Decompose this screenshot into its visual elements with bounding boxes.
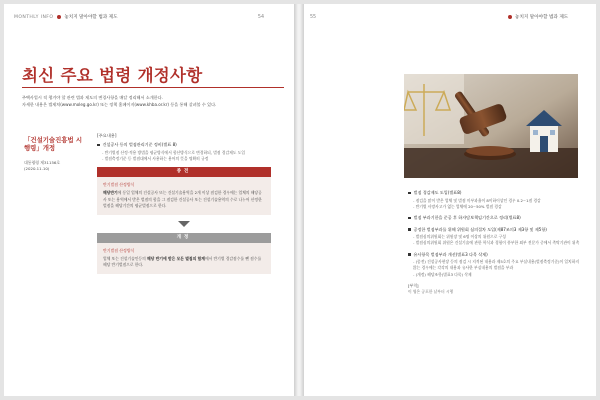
note-label: [부칙] [408, 283, 419, 289]
list-item-heading-text: 공정한 벌점부과를 위해 위원회 심의절차 도입(제87조의3 제3항 및 제5항) [413, 226, 547, 232]
page-number: 54 [257, 15, 264, 20]
list-item-heading [408, 252, 580, 259]
bullet-dot-icon [508, 15, 512, 19]
law-title: 「건설기술진흥법 시행령」개정 [24, 136, 83, 152]
running-head-subtitle: 놓치지 말아야할 법과 제도 [64, 15, 118, 20]
list-item-heading [408, 227, 580, 234]
square-bullet-icon [97, 144, 100, 147]
arrow-down-icon [178, 221, 190, 227]
bullet-dot-icon [57, 15, 61, 19]
list-subitem: - 벌점심의위원회 위원은 건설기술에 관한 학식과 경험이 풍부한 외부 전문가 중에서 촉탁기관이 위촉 [413, 240, 580, 246]
sub-list [413, 198, 580, 211]
gavel-house-image [404, 74, 578, 178]
main-bullet-text: 건설공사 등의 벌점관리기준 정비(별표 8) [102, 142, 177, 147]
changes-list [408, 190, 580, 295]
list-item [408, 252, 580, 278]
square-bullet-icon [408, 217, 411, 220]
page-number: 55 [310, 15, 317, 20]
list-item [408, 215, 580, 222]
after-box-pre: 업체 또는 건설기술인등의 [103, 255, 147, 261]
left-page [4, 4, 294, 396]
running-head-subtitle: 놓치지 말아야할 법과 제도 [515, 15, 569, 20]
before-box [97, 167, 271, 215]
list-item [408, 190, 580, 210]
after-box [97, 233, 271, 274]
list-subitem: - (개정) 해당조항(별표3 다목) 삭제 [413, 272, 580, 278]
list-item: - 벌점측정기준 등 벌점대에서 사용하는 용어의 뜻을 명확히 규정 [102, 156, 271, 162]
decree-number: 대통령령 제31156호 [24, 160, 61, 165]
list-item-heading [408, 215, 580, 222]
list-item: - 반기별점 산정·적용 방법을 평균방식에서 합산방식으로 변경하되, 벌점 경감제도 도입 [102, 150, 271, 156]
after-box-bold: 해당 반기에 받은 모든 벌점의 합계 [146, 255, 205, 261]
running-head [14, 14, 118, 20]
intro-line: 주택사업시 적 챙겨야 할 관련 법과 제도의 변경사항을 매달 정리해서 소개한다. [22, 95, 163, 100]
before-box-header: 종전 [97, 167, 271, 177]
list-subitem: - (종전) 건설공사현장 등의 점검 시 지적된 내용과 제5호의 주요 부실내용(벌점측정기준)이 일치하지 않는 경우에는 각각의 내용과 유사한 부실내용의 벌점을 부과 [413, 259, 580, 272]
page-title: 최신 주요 법령 개정사항 [22, 66, 203, 85]
before-box-rest: 에 동일 업체의 건설공사 또는 건설기술용역을 2개 이상 점검한 경우에는 업체의 해당공사 또는 용역에서 받은 벌점의 합을 그 점검한 건설공사 또는 건설기술용역의 수로 나누어 산정한 벌점을 해당기간의 평균벌점으로 한다. [103, 190, 262, 209]
sub-list [102, 150, 271, 163]
after-box-header: 개정 [97, 233, 271, 243]
square-bullet-icon [408, 192, 411, 195]
gavel-house-photo [404, 74, 578, 178]
running-head [504, 14, 568, 20]
title-divider [22, 87, 284, 88]
law-meta [24, 160, 86, 172]
list-item-heading [408, 190, 580, 197]
content-tag: [주요내용] [97, 133, 117, 138]
after-box-body [97, 243, 271, 274]
list-subitem: - 점검을 많이 받은 업체 및 벌점 미부과율이 8이하이상인 경우 0.2~1점 경감 [413, 198, 580, 204]
before-box-text [103, 190, 265, 210]
main-bullet [97, 142, 271, 149]
intro-text [22, 94, 282, 108]
main-content [97, 133, 271, 274]
list-item-heading-text: 벌점 경감제도 도입(별표8) [413, 190, 462, 195]
list-item-heading-text: 벌점 부과기한을 준공 후 하자담보책임기간으로 정리(별표8) [413, 215, 521, 221]
decree-date: (2020.11.10) [24, 166, 50, 171]
book-gutter [294, 4, 304, 396]
list-item-heading-text: 유사항목 벌점부과 개선(별표3 다목 삭제) [413, 251, 488, 257]
after-box-post: 에서 반기별 경감점수를 뺀 점수를 해당 반기벌점으로 한다. [103, 255, 262, 268]
square-bullet-icon [408, 253, 411, 256]
after-box-text [103, 256, 265, 269]
square-bullet-icon [408, 228, 411, 231]
running-head-label: MONTHLY INFO [14, 15, 54, 20]
list-subitem: - 반기별 사망사고가 없는 업체에 20~50% 벌점 경감 [413, 204, 580, 210]
before-box-body [97, 177, 271, 215]
note-text: 이 영은 공포한 날부터 시행 [408, 289, 454, 295]
sub-list [413, 234, 580, 247]
sub-list [413, 259, 580, 278]
intro-line: 자세한 내용은 법제처(www.moleg.go.kr) 또는 정책 홈페이지(www.khba.or.kr) 등을 통해 살펴볼 수 있다. [22, 102, 217, 107]
after-box-label: 반기벌점 산정방식 [103, 247, 135, 253]
list-item [408, 227, 580, 247]
before-box-label: 반기벌점 산정방식 [103, 182, 135, 188]
before-box-bold: 해당반기 [103, 190, 118, 196]
right-page [304, 4, 596, 396]
list-subitem: - 벌점심의위원회는 위원장 및 6명 이상의 위원으로 구성 [413, 234, 580, 240]
